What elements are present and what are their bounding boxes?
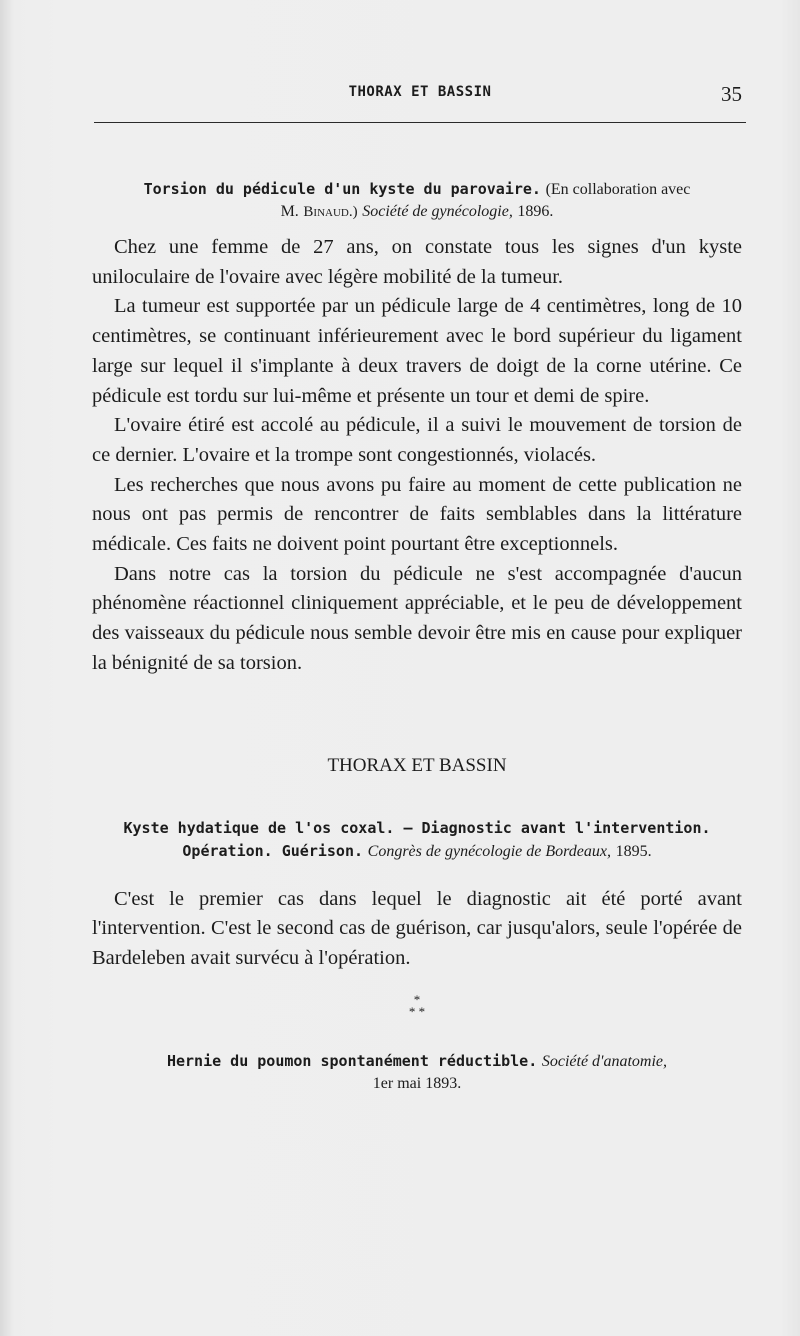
entry-3-title: Hernie du poumon spontanément réductible. (166, 1051, 538, 1070)
entry-1-paragraph-5: Dans notre cas la torsion du pédicule ne s'est accompagnée d'aucun phénomène réactionnel cliniquement appréciable, et le peu de développement des vaisseaux du pédicule nous semble devoir être mis en cause pour expliquer la bénignité de sa torsion. (92, 562, 742, 674)
entry-1-year: 1896. (517, 203, 554, 220)
entry-1-title: Torsion du pédicule d'un kyste du parovaire. (143, 180, 541, 198)
entry-1-author-name: Binaud.) (303, 204, 358, 220)
entry-2-title-line-1: Kyste hydatique de l'os coxal. — Diagnostic avant l'intervention. (123, 818, 711, 837)
entry-2-title-line-2: Opération. Guérison. (182, 841, 364, 860)
separator-top-star: * (413, 991, 421, 1007)
entry-1-paragraph-4: Les recherches que nous avons pu faire au moment de cette publication ne nous ont pas permis de rencontrer de faits semblables dans la littérature médicale. Ces faits ne doivent point pourtant être exceptionnels. (92, 473, 742, 556)
entry-3-date: 1er mai 1893. (372, 1074, 462, 1092)
entry-2-heading (92, 817, 742, 863)
entry-1-author-initial: M. (280, 203, 299, 220)
entry-1-paragraph-2: La tumeur est supportée par un pédicule large de 4 centimètres, long de 10 centimètres, se continuant inférieurement avec le bord supérieur du ligament large sur lequel il s'implante à deux travers de doigt de la corne utérine. Ce pédicule est tordu sur lui-même et présente un tour et demi de spire. (92, 295, 742, 407)
separator-asterisks (92, 991, 742, 1019)
page-content (92, 178, 742, 1095)
entry-1-collab-note: (En collaboration avec (545, 181, 691, 198)
page-header (94, 84, 746, 108)
header-rule (94, 122, 746, 123)
separator-bottom-stars: * * (408, 1003, 426, 1019)
running-title: THORAX ET BASSIN (348, 84, 492, 100)
entry-1-venue: Société de gynécologie, (362, 203, 513, 220)
entry-1-paragraph-3: L'ovaire étiré est accolé au pédicule, il a suivi le mouvement de torsion de ce dernier. L'ovaire et la trompe sont congestionnés, violacés. (92, 414, 742, 466)
entry-2-year: 1895. (615, 842, 652, 860)
entry-3-venue: Société d'anatomie, (541, 1052, 668, 1070)
entry-2-paragraph-1: C'est le premier cas dans lequel le diagnostic ait été porté avant l'intervention. C'est le second cas de guérison, car jusqu'alors, seule l'opérée de Bardeleben avait survécu à l'opération. (92, 887, 742, 969)
section-title: THORAX ET BASSIN (327, 754, 507, 776)
entry-1-heading (92, 178, 742, 223)
entry-1-paragraph-1: Chez une femme de 27 ans, on constate tous les signes d'un kyste uniloculaire de l'ovaire avec légère mobilité de la tumeur. (92, 236, 742, 288)
entry-3-heading (92, 1050, 742, 1095)
entry-2-venue: Congrès de gynécologie de Bordeaux, (367, 842, 611, 860)
page-number: 35 (721, 82, 742, 106)
